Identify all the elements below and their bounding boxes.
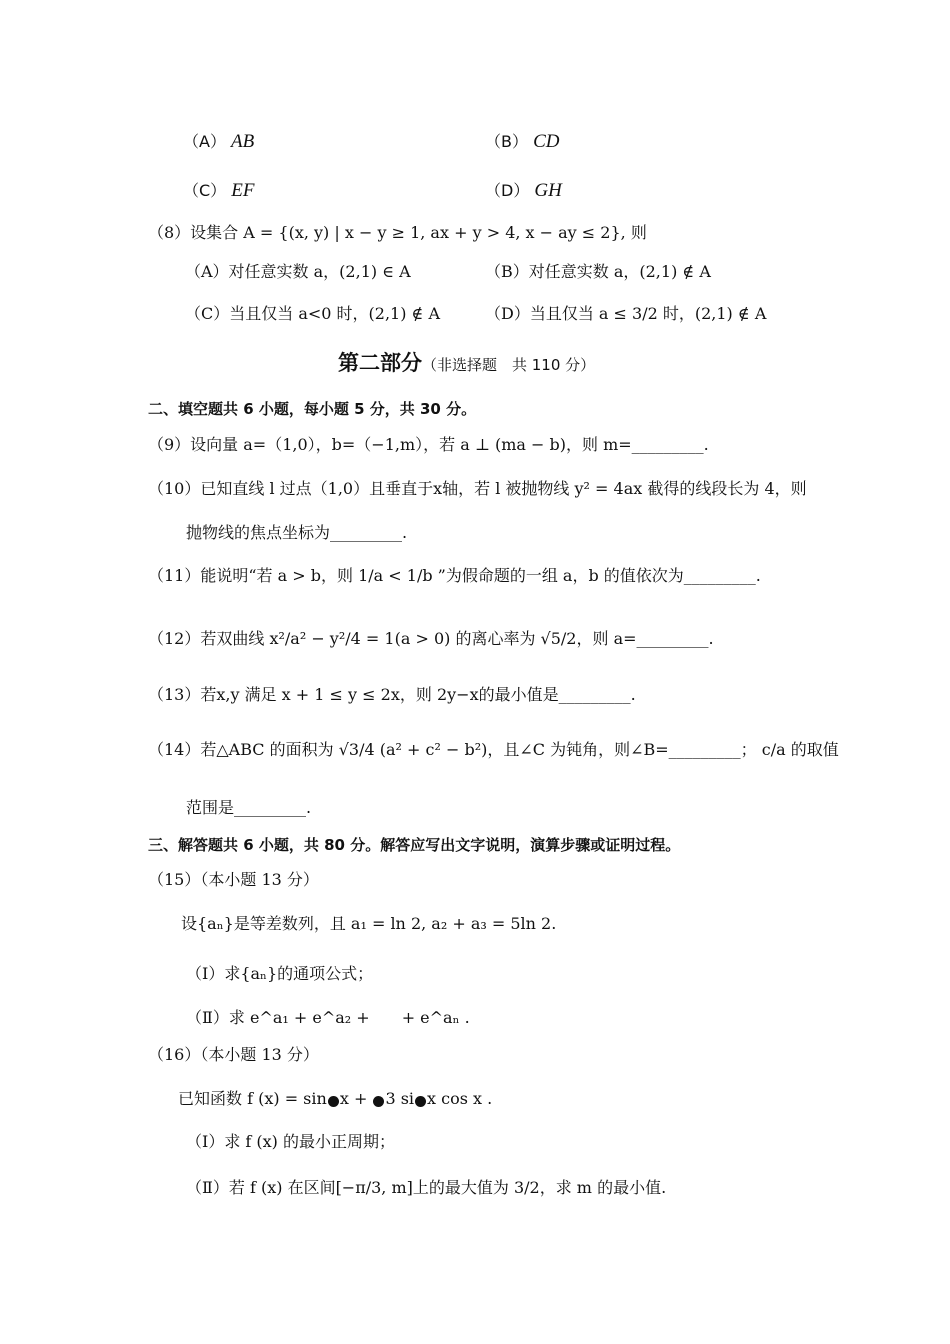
option-value: AB bbox=[231, 131, 255, 152]
q16-part2: （Ⅱ）若 f (x) 在区间[−π/3, m]上的最大值为 3/2，求 m 的最小值. bbox=[186, 1178, 667, 1197]
option-label: （B） bbox=[485, 132, 528, 151]
option-label: （D） bbox=[485, 181, 530, 200]
q16-part1: （Ⅰ）求 f (x) 的最小正周期； bbox=[186, 1132, 396, 1151]
q16-stem-part: 3 si bbox=[385, 1089, 415, 1108]
option-value: GH bbox=[534, 180, 562, 201]
part-title-main: 第二部分 bbox=[338, 351, 422, 375]
q10-line2: 抛物线的焦点坐标为_________. bbox=[186, 523, 408, 542]
q16-stem-part: x + bbox=[339, 1089, 368, 1108]
q8-option-b: （B）对任意实数 a，(2,1) ∉ A bbox=[485, 262, 711, 281]
q16-stem-part: x cos x . bbox=[427, 1089, 493, 1108]
q15-part1: （Ⅰ）求{aₙ}的通项公式； bbox=[186, 964, 374, 983]
section-heading-solutions: 三、解答题共 6 小题，共 80 分。解答应写出文字说明，演算步骤或证明过程。 bbox=[148, 836, 681, 854]
q14-line1: （14）若△ABC 的面积为 √3/4 (a² + c² − b²)，且∠C 为钝角，则∠B=_________； c/a 的取值 bbox=[148, 740, 839, 759]
q11: （11）能说明“若 a > b，则 1/a < 1/b ”为假命题的一组 a，b 的值依次为_________. bbox=[148, 566, 761, 585]
option-label: （C） bbox=[183, 181, 227, 200]
q7-option-b bbox=[485, 130, 559, 154]
part-title-sub: （非选择题 共 110 分） bbox=[422, 356, 596, 374]
q8-stem: （8）设集合 A = {(x, y) | x − y ≥ 1, ax + y > 4, x − ay ≤ 2}, 则 bbox=[148, 223, 647, 242]
q14-line2: 范围是_________. bbox=[186, 798, 312, 817]
q7-option-c bbox=[183, 179, 255, 203]
q16-head: （16）（本小题 13 分） bbox=[148, 1045, 319, 1064]
part-title bbox=[338, 347, 595, 377]
ink-blot-icon bbox=[328, 1096, 339, 1107]
q8-option-d: （D）当且仅当 a ≤ 3/2 时，(2,1) ∉ A bbox=[485, 304, 767, 323]
section-heading-fill-blank: 二、填空题共 6 小题，每小题 5 分，共 30 分。 bbox=[148, 400, 477, 418]
q15-head: （15）（本小题 13 分） bbox=[148, 870, 319, 889]
q16-stem bbox=[178, 1087, 492, 1111]
q10-line1: （10）已知直线 l 过点（1,0）且垂直于x轴，若 l 被抛物线 y² = 4ax 截得的线段长为 4，则 bbox=[148, 479, 807, 498]
q8-option-c: （C）当且仅当 a<0 时，(2,1) ∉ A bbox=[185, 304, 441, 323]
option-label: （A） bbox=[183, 132, 226, 151]
q15-stem: 设{aₙ}是等差数列，且 a₁ = ln 2, a₂ + a₃ = 5ln 2. bbox=[181, 914, 557, 933]
q7-option-a bbox=[183, 130, 254, 154]
option-value: EF bbox=[231, 180, 255, 201]
ink-blot-icon bbox=[373, 1096, 384, 1107]
option-value: CD bbox=[533, 131, 560, 152]
q13: （13）若x,y 满足 x + 1 ≤ y ≤ 2x，则 2y−x的最小值是_________. bbox=[148, 685, 636, 704]
q9: （9）设向量 a=（1,0），b=（−1,m），若 a ⊥ (ma − b)，则 m=_________. bbox=[148, 435, 709, 454]
q15-part2: （Ⅱ）求 e^a₁ + e^a₂ + + e^aₙ . bbox=[186, 1008, 470, 1027]
ink-blot-icon bbox=[415, 1096, 426, 1107]
q7-option-d bbox=[485, 179, 562, 203]
q8-option-a: （A）对任意实数 a，(2,1) ∈ A bbox=[185, 262, 411, 281]
q12: （12）若双曲线 x²/a² − y²/4 = 1(a > 0) 的离心率为 √5/2，则 a=_________. bbox=[148, 629, 714, 648]
q16-stem-part: 已知函数 f (x) = sin bbox=[178, 1089, 327, 1108]
